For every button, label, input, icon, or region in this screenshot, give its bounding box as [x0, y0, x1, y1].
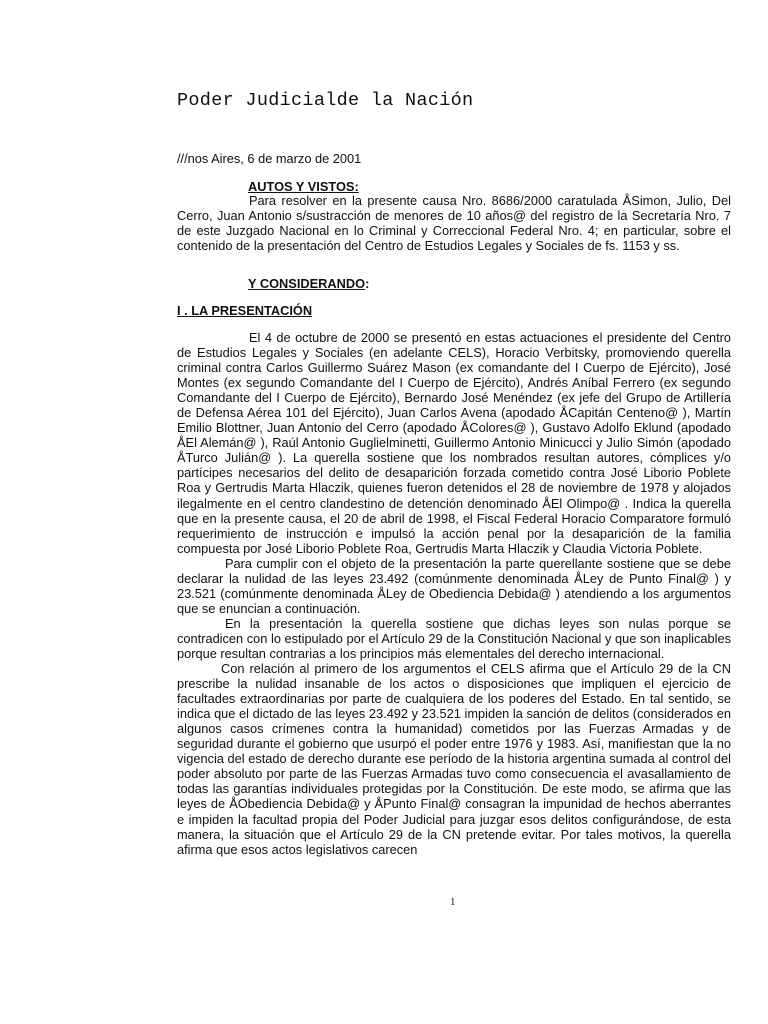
considerando-heading-text: Y CONSIDERANDO	[248, 276, 366, 291]
date-line: ///nos Aires, 6 de marzo de 2001	[177, 151, 362, 166]
autos-heading: AUTOS Y VISTOS:	[248, 179, 359, 194]
body-paragraph-3: En la presentación la querella sostiene que dichas leyes son nulas porque se contradicen con lo estipulado por el Artículo 29 de la Constitución Nacional y que son inaplicables porque resultan contrarias a los principios más elementales del derecho internacional.	[177, 615, 731, 661]
considerando-colon: :	[365, 276, 370, 291]
section-heading-presentacion: I . LA PRESENTACIÓN	[177, 303, 313, 318]
document-header-title: Poder Judicialde la Nación	[177, 90, 474, 111]
body-paragraph-4: Con relación al primero de los argumentos el CELS afirma que el Artículo 29 de la CN prescribe la nulidad insanable de los actos o disposiciones que impliquen el ejercicio de facultades extraordinarias por parte de cualquiera de los poderes del Estado. En tal sentido, se indica que el dictado de las leyes 23.492 y 23.521 impiden la sanción de delitos (considerados en algunos casos crímenes contra la humanidad) cometidos por las Fuerzas Armadas y de seguridad durante el gobierno que usurpó el poder entre 1976 y 1983. Así, manifiestan que la no vigencia del estado de derecho durante ese período de la historia argentina sumada al control del poder absoluto por parte de las Fuerzas Armadas tuvo como consecuencia el avasallamiento de todas las garantías individuales protegidas por la Constitución. De este modo, se afirma que las leyes de ÅObediencia Debida@ y ÅPunto Final@ consagran la impunidad de hechos aberrantes e impiden la facultad propia del Poder Judicial para juzgar esos delitos configurándose, de esta manera, la situación que el Artículo 29 de la CN pretende evitar. Por tales motivos, la querella afirma que esos actos legislativos carecen	[177, 661, 731, 857]
body-paragraph-1: El 4 de octubre de 2000 se presentó en estas actuaciones el presidente del Centro de Estudios Legales y Sociales (en adelante CELS), Horacio Verbitsky, promoviendo querella criminal contra Carlos Guillermo Suárez Mason (ex comandante del I Cuerpo de Ejército), José Montes (ex segundo Comandante del I Cuerpo de Ejército), Andrés Aníbal Ferrero (ex segundo Comandante del I Cuerpo de Ejército), Bernardo José Menéndez (ex jefe del Grupo de Artillería de Defensa Aérea 101 del Ejército), Juan Carlos Avena (apodado ÅCapitán Centeno@ ), Martín Emilio Blottner, Juan Antonio del Cerro (apodado ÅColores@ ), Gustavo Adolfo Eklund (apodado ÅEl Alemán@ ), Raúl Antonio Guglielminetti, Guillermo Antonio Minicucci y Julio Simón (apodado ÅTurco Julián@ ). La querella sostiene que los nombrados resultan autores, cómplices y/o partícipes necesarios del delito de desaparición forzada cometido contra José Liborio Poblete Roa y Gertrudis Marta Hlaczik, quienes fueron detenidos el 28 de noviembre de 1978 y alojados ilegalmente en el centro clandestino de detención denominado ÅEl Olimpo@ . Indica la querella que en la presente causa, el 20 de abril de 1998, el Fiscal Federal Horacio Comparatore formuló requerimiento de instrucción e impulsó la acción penal por la desaparición de la familia compuesta por José Liborio Poblete Roa, Gertrudis Marta Hlaczik y Claudia Victoria Poblete.	[177, 330, 731, 556]
considerando-heading	[248, 276, 369, 291]
document-body	[177, 330, 731, 857]
page-number: 1	[450, 896, 456, 908]
body-paragraph-2: Para cumplir con el objeto de la presentación la parte querellante sostiene que se debe declarar la nulidad de las leyes 23.492 (comúnmente denominada ÅLey de Punto Final@ ) y 23.521 (comúnmente denominada ÅLey de Obediencia Debida@ ) atendiendo a los argumentos que se enuncian a continuación.	[177, 555, 731, 616]
autos-paragraph-text: Para resolver en la presente causa Nro. 8686/2000 caratulada ÅSimon, Julio, Del Cerro, Juan Antonio s/sustracción de menores de 10 años@ del registro de la Secretaría Nro. 7 de este Juzgado Nacional en lo Criminal y Correccional Federal Nro. 4; en particular, sobre el contenido de la presentación del Centro de Estudios Legales y Sociales de fs. 1153 y ss.	[177, 193, 731, 253]
autos-paragraph	[177, 193, 731, 253]
